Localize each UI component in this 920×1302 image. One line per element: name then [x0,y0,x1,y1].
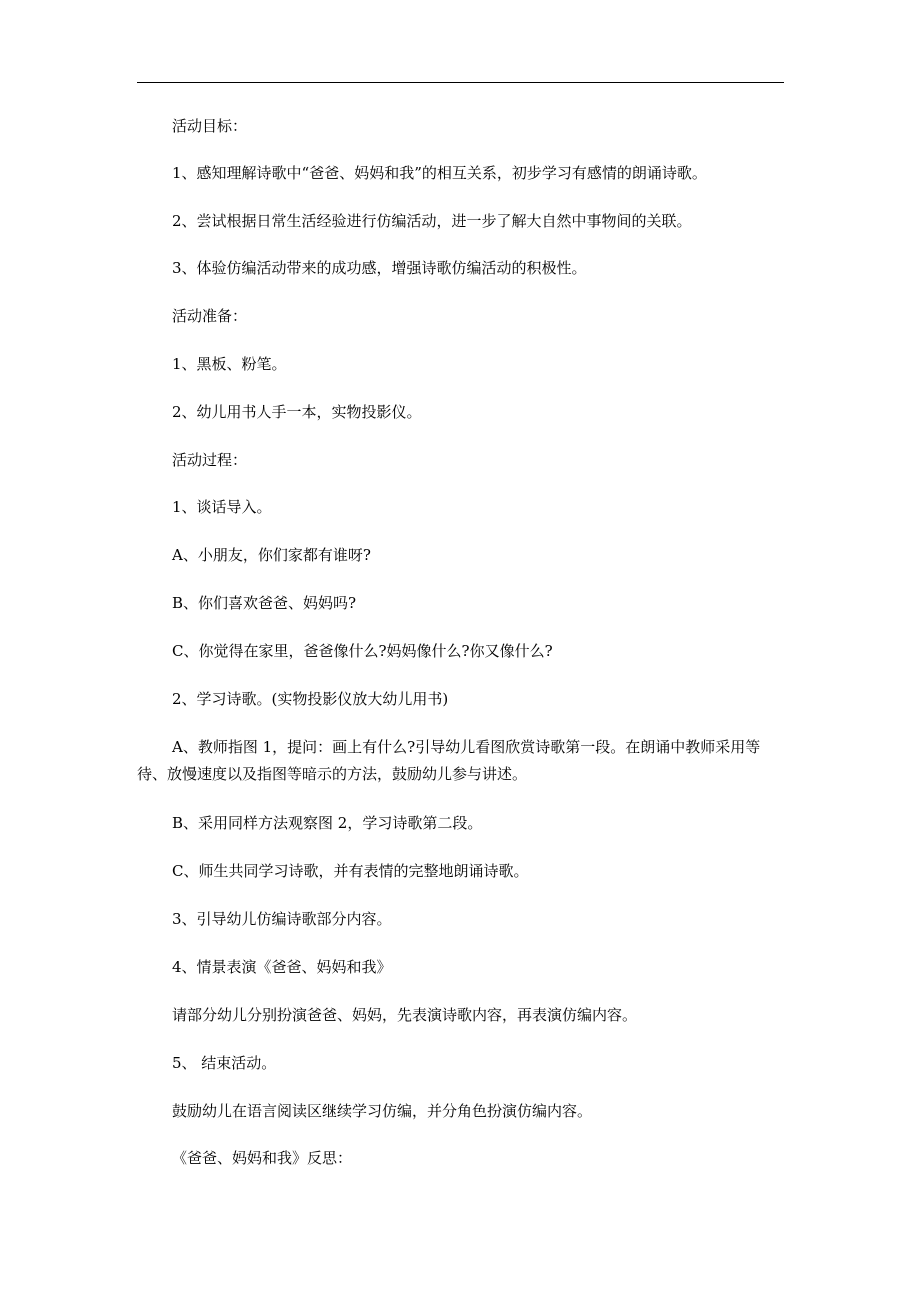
section-heading-goals: 活动目标： [172,117,248,135]
goal-item-1: 1、感知理解诗歌中“爸爸、妈妈和我”的相互关系，初步学习有感情的朗诵诗歌。 [172,164,707,182]
process-step-1-b: B、你们喜欢爸爸、妈妈吗? [172,594,357,612]
process-step-5-detail: 鼓励幼儿在语言阅读区继续学习仿编，并分角色扮演仿编内容。 [172,1102,593,1120]
preparation-item-1: 1、黑板、粉笔。 [172,355,287,373]
section-heading-process: 活动过程： [172,451,248,469]
header-rule [137,82,784,83]
goal-item-2: 2、尝试根据日常生活经验进行仿编活动，进一步了解大自然中事物间的关联。 [172,212,692,230]
process-step-1-c: C、你觉得在家里，爸爸像什么?妈妈像什么?你又像什么? [172,642,553,660]
process-step-2-b: B、采用同样方法观察图 2，学习诗歌第二段。 [172,814,483,832]
process-step-4-detail: 请部分幼儿分别扮演爸爸、妈妈，先表演诗歌内容，再表演仿编内容。 [172,1006,638,1024]
process-step-2: 2、学习诗歌。(实物投影仪放大幼儿用书) [172,690,449,708]
process-step-1-a: A、小朋友，你们家都有谁呀? [172,546,371,564]
preparation-item-2: 2、幼儿用书人手一本，实物投影仪。 [172,403,422,421]
goal-item-3: 3、体验仿编活动带来的成功感，增强诗歌仿编活动的积极性。 [172,259,587,277]
process-step-1: 1、谈话导入。 [172,498,272,516]
process-step-2-c: C、师生共同学习诗歌，并有表情的完整地朗诵诗歌。 [172,862,529,880]
section-heading-reflection: 《爸爸、妈妈和我》反思： [172,1149,353,1167]
process-step-4: 4、情景表演《爸爸、妈妈和我》 [172,958,392,976]
process-step-5: 5、 结束活动。 [172,1054,277,1072]
process-step-2-a: A、教师指图 1，提问：画上有什么?引导幼儿看图欣赏诗歌第一段。在朗诵中教师采用等待、放慢速度以及指图等暗示的方法，鼓励幼儿参与讲述。 [137,738,761,783]
section-heading-preparation: 活动准备： [172,307,248,325]
process-step-3: 3、引导幼儿仿编诗歌部分内容。 [172,910,392,928]
